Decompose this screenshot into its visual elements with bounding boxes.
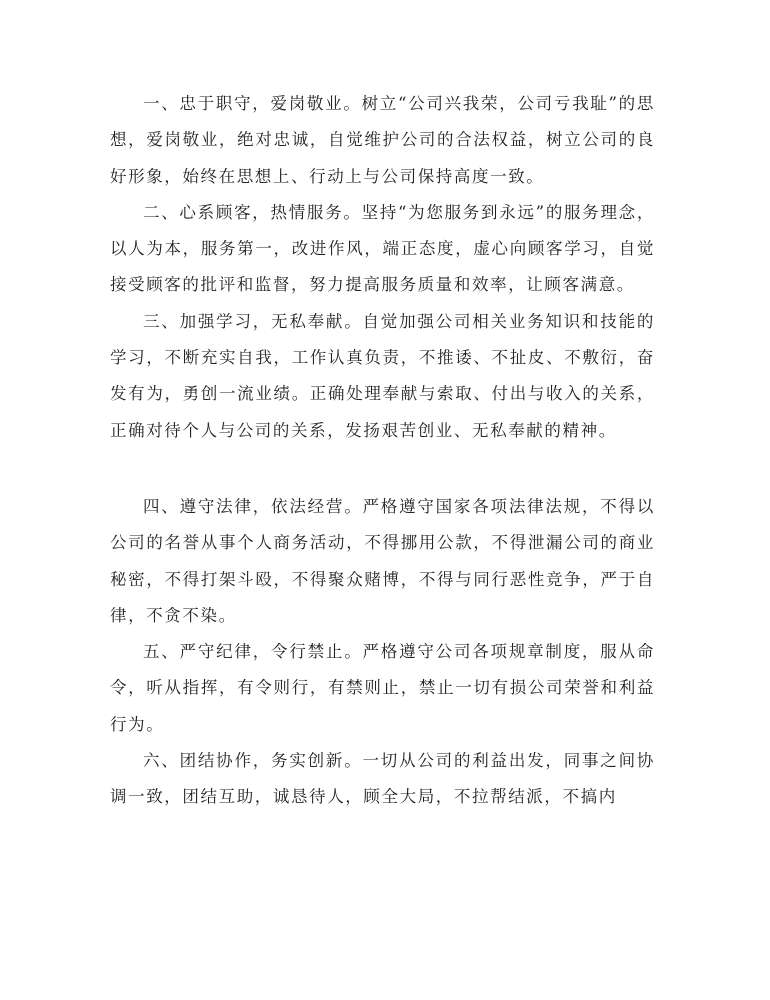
paragraph-customer-service: 二、心系顾客，热情服务。坚持“为您服务到永远”的服务理念，以人为本，服务第一，改进作风，端正态度，虚心向顾客学习，自觉接受顾客的批评和监督，努力提高服务质量和效率，让顾客满意。	[110, 202, 655, 295]
paragraph-learning-dedication: 三、加强学习，无私奉献。自觉加强公司相关业务知识和技能的学习，不断充实自我，工作认真负责，不推诿、不扯皮、不敷衍，奋发有为，勇创一流业绩。正确处理奉献与索取、付出与收入的关系，正确对待个人与公司的关系，发扬艰苦创业、无私奉献的精神。	[110, 311, 655, 440]
document-body	[110, 86, 655, 816]
paragraph-law-compliance: 四、遵守法律，依法经营。严格遵守国家各项法律法规，不得以公司的名誉从事个人商务活动，不得挪用公款，不得泄漏公司的商业秘密，不得打架斗殴，不得聚众赌博，不得与同行恶性竞争，严于自律，不贪不染。	[110, 496, 655, 625]
paragraph-teamwork: 六、团结协作，务实创新。一切从公司的利益出发，同事之间协调一致，团结互助，诚恳待人，顾全大局，不拉帮结派，不搞内	[110, 751, 655, 807]
paragraph-loyalty: 一、忠于职守，爱岗敬业。树立“公司兴我荣，公司亏我耻”的思想，爱岗敬业，绝对忠诚，自觉维护公司的合法权益，树立公司的良好形象，始终在思想上、行动上与公司保持高度一致。	[110, 94, 655, 186]
paragraph-discipline: 五、严守纪律，令行禁止。严格遵守公司各项规章制度，服从命令，听从指挥，有令则行，有禁则止，禁止一切有损公司荣誉和利益行为。	[110, 642, 655, 734]
paragraph-gap	[110, 449, 655, 489]
